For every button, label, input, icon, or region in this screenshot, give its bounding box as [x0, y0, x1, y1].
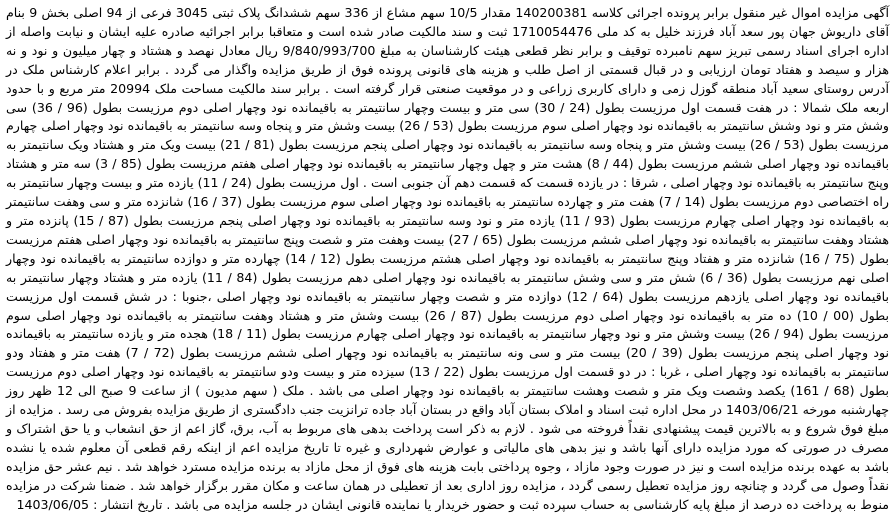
publish-date-value: 1403/06/05 — [16, 496, 90, 512]
notice-text — [6, 4, 889, 514]
publish-date-label: تاریخ انتشار : — [93, 496, 163, 512]
notice-body: آگهی مزایده اموال غیر منقول برابر پرونده اجرائی کلاسه 140200381 مقدار 10/5 سهم مشاع از 336 سهم ششدانگ پلاک ثبتی 3045 فرعی از 94 اصلی بخش 9 بنام آقای داریوش جهان پور سعد آباد فرزند خلیل به کد ملی 1710054476 ثبت و سند مالکیت صادر شده است و متعاقبا برابر اجرائیه صادره علیه ایشان و نیابت واصله از اداره اجرای اسناد رسمی تبریز سهم نامبرده توقیف و برابر نظر قطعی هیئت کارشناسان به مبلغ 9/840/993/700 ریال معادل نهصد و هشتاد و چهار میلیون و نود و نه هزار و سیصد و هفتاد تومان ارزیابی و در قبال قسمتی از اصل طلب و هزینه های قانونی پرونده فوق از طریق مزایده واگذار می گردد . برابر اعلام کارشناس ملک در آدرس روستای سعید آباد منطقه گوزل زمی و دارای کاربری زراعی و در موقعیت صنعتی قرار گرفته است . برابر سند مالکیت مساحت ملک 20994 متر مربع و با حدود اربعه ملک شمالا : در هفت قسمت اول مرزیست بطول (24 / 30) سی متر و بیست وچهار سانتیمتر به باقیمانده نود وچهار اصلی دوم مرزیست بطول (96 / 36) سی وشش متر و نود وشش سانتیمتر به باقیمانده نود وچهار اصلی سوم مرزیست بطول (53 / 26) بیست وشش متر و پنجاه وسه سانتیمتر به باقیمانده نود وچهار اصلی چهارم مرزیست بطول (53 / 26) بیست وشش متر و پنجاه وسه سانتیمتر به باقیمانده نود وچهار اصلی پنجم مرزیست بطول (81 / 21) بیست ویک متر و هشتاد ویک سانتیمتر به باقیمانده نود وچهار اصلی ششم مرزیست بطول (44 / 8) هشت متر و چهل وچهار سانتیمتر به باقیمانده نود وچهار اصلی هفتم مرزیست بطول (85 / 3) سه متر و هشتاد وپنج سانتیمتر به باقیمانده نود وچهار اصلی ، شرقا : در یازده قسمت که قسمت دهم آن جنوبی است . اول مرزیست بطول (24 / 11) یازده متر و بیست وچهار سانتیمتر به راه اختصاصی دوم مرزیست بطول (14 / 7) هفت متر و چهارده سانتیمتر به باقیمانده نود وچهار اصلی سوم مرزیست بطول (37 / 16) شانزده متر و سی وهفت سانتیمتر به باقیمانده نود وچهار اصلی چهارم مرزیست بطول (93 / 11) یازده متر و نود وسه سانتیمتر به باقیمانده نود وچهار اصلی پنجم مرزیست بطول (87 / 15) پانزده متر و هشتاد وهفت سانتیمتر به باقیمانده نود وچهار اصلی ششم مرزیست بطول (65 / 27) بیست وهفت متر و شصت وپنج سانتیمتر به باقیمانده نود وچهار اصلی هفتم مرزیست بطول (75 / 16) شانزده متر و هفتاد وپنج سانتیمتر به باقیمانده نود وچهار اصلی هشتم مرزیست بطول (12 / 14) چهارده متر و دوازده سانتیمتر به باقیمانده نود وچهار اصلی نهم مرزیست بطول (36 / 6) شش متر و سی وشش سانتیمتر به باقیمانده نود وچهار اصلی دهم مرزیست بطول (84 / 11) یازده متر و هشتاد وچهار سانتیمتر به باقیمانده نود وچهار اصلی یازدهم مرزیست بطول (64 / 12) دوازده متر و شصت وچهار سانتیمتر به باقیمانده نود وچهار اصلی ،جنوبا : در شش قسمت اول مرزیست بطول (00 / 10) ده متر به باقیمانده نود وچهار اصلی دوم مرزیست بطول (87 / 26) بیست وشش متر و هشتاد وهفت سانتیمتر به باقیمانده نود وچهار اصلی سوم مرزیست بطول (94 / 26) بیست وشش متر و نود وچهار سانتیمتر به باقیمانده نود وچهار اصلی چهارم مرزیست بطول (11 / 18) هجده متر و یازده سانتیمتر به باقیمانده نود وچهار اصلی پنجم مرزیست بطول (39 / 20) بیست متر و سی ونه سانتیمتر به باقیمانده نود وچهار اصلی ششم مرزیست بطول (72 / 7) هفت متر و هفتاد ودو سانتیمتر به باقیمانده نود وچهار اصلی ، غربا : در دو قسمت اول مرزیست بطول (22 / 13) سیزده متر و بیست ودو سانتیمتر به باقیمانده نود وچهار اصلی دوم مرزیست بطول (68 / 161) یکصد وشصت ویک متر و شصت وهشت سانتیمتر به باقیمانده نود وچهار اصلی می باشد . ملک ( سهم مدیون ) از ساعت 9 صبح الی 12 ظهر روز چهارشنبه مورخه 1403/06/21 در محل اداره ثبت اسناد و املاک بستان آباد واقع در بستان آباد جاده ترانزیت جنب دادگستری از طریق مزایده بفروش می رسد . مزایده از مبلغ فوق شروع و به بالاترین قیمت پیشنهادی نقداً فروخته می شود . لازم به ذکر است پرداخت بدهی های مربوط به آب، برق، گاز اعم از حق انشعاب و یا حق اشتراک و مصرف در صورتی که مورد مزایده دارای آنها باشد و نیز بدهی های مالیاتی و عوارض شهرداری و غیره تا تاریخ مزایده اعم از اینکه رقم قطعی آن معلوم شده یا نشده باشد به عهده برنده مزایده است و نیز در صورت وجود مازاد ، وجوه پرداختی بابت هزینه های فوق از محل مازاد به برنده مزایده مسترد خواهد شد . نیم عشر حق مزایده نقداً وصول می گردد و چنانچه روز مزایده تعطیل رسمی گردد ، مزایده روز اداری بعد از تعطیلی در همان ساعت و مکان مقرر برگزار خواهد شد . ضمنا شرکت در مزایده منوط به پرداخت ده درصد از مبلغ پایه کارشناسی به حساب سپرده ثبت و حضور خریدار یا نماینده قانونی ایشان در جلسه مزایده می باشد . — [6, 5, 890, 512]
